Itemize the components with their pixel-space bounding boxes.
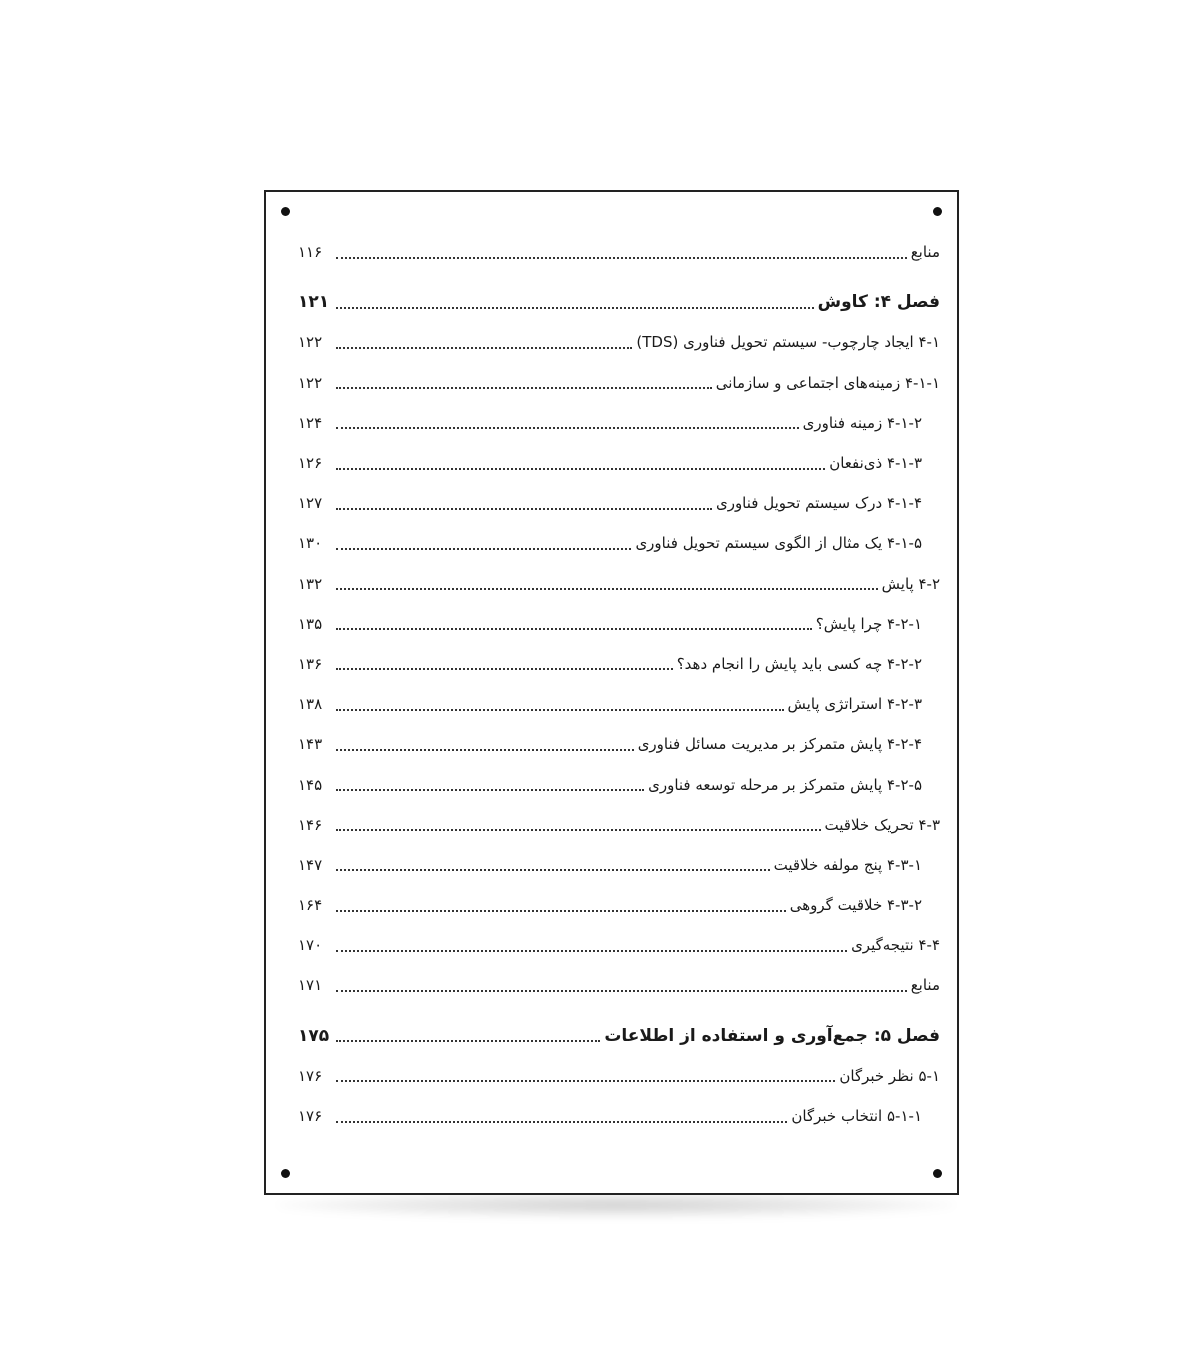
toc-row (298, 232, 940, 272)
toc-chapter-row (298, 282, 940, 322)
toc-dot-leader (336, 1106, 787, 1123)
toc-dot-leader (336, 734, 634, 751)
toc-row (298, 443, 940, 483)
toc-dot-leader (336, 332, 632, 349)
toc-page-number: ۱۷۶ (298, 1107, 323, 1126)
toc-entry-title: ۵-۱ نظر خبرگان (839, 1066, 940, 1085)
document-page (264, 190, 959, 1195)
toc-row (298, 604, 940, 644)
toc-row (298, 965, 940, 1005)
toc-page-number: ۱۳۲ (298, 574, 323, 593)
toc-dot-leader (336, 935, 847, 952)
toc-page-number: ۱۳۰ (298, 534, 323, 553)
toc-entry-title: ۴-۱ ایجاد چارچوب- سیستم تحویل فناوری (TDS) (636, 333, 940, 352)
toc-dot-leader (336, 493, 712, 510)
corner-dot-icon (281, 1169, 290, 1178)
toc-row (298, 523, 940, 563)
toc-row (298, 805, 940, 845)
toc-row (298, 483, 940, 523)
toc-dot-leader (336, 694, 784, 711)
toc-entry-title: ۴-۲-۱ چرا پایش؟ (815, 614, 922, 633)
toc-dot-leader (336, 1025, 600, 1042)
toc-entry-title: ۴-۱-۳ ذی‌نفعان (829, 454, 922, 473)
corner-dot-icon (281, 207, 290, 216)
toc-dot-leader (336, 573, 878, 590)
table-of-contents (298, 232, 940, 1136)
toc-row (298, 363, 940, 403)
toc-dot-leader (336, 854, 770, 871)
toc-page-number: ۱۳۶ (298, 654, 323, 673)
toc-entry-title: ۴-۲-۲ چه کسی باید پایش را انجام دهد؟ (676, 654, 922, 673)
toc-dot-leader (336, 975, 907, 992)
toc-chapter-title: فصل ۴: کاوش (817, 292, 940, 313)
toc-row (298, 724, 940, 764)
toc-entry-title: ۴-۳ تحریک خلاقیت (824, 815, 940, 834)
toc-dot-leader (336, 895, 786, 912)
toc-entry-title: ۴-۲-۵ پایش متمرکز بر مرحله توسعه فناوری (648, 775, 922, 794)
toc-dot-leader (336, 292, 814, 309)
toc-dot-leader (336, 653, 673, 670)
toc-row (298, 684, 940, 724)
toc-page-number: ۱۳۸ (298, 695, 323, 714)
toc-row (298, 1056, 940, 1096)
toc-row (298, 644, 940, 684)
toc-entry-title: ۴-۳-۲ خلاقیت گروهی (789, 896, 922, 915)
toc-row (298, 925, 940, 965)
toc-dot-leader (336, 1065, 835, 1082)
toc-page-number: ۱۲۲ (298, 333, 323, 352)
toc-row (298, 564, 940, 604)
toc-page-number: ۱۶۴ (298, 896, 323, 915)
toc-dot-leader (336, 242, 907, 259)
toc-page-number: ۱۷۵ (298, 1025, 330, 1046)
toc-page-number: ۱۷۶ (298, 1066, 323, 1085)
toc-row (298, 403, 940, 443)
toc-entry-title: ۴-۱-۲ زمینه فناوری (802, 413, 922, 432)
toc-dot-leader (336, 533, 631, 550)
toc-entry-title: ۴-۴ نتیجه‌گیری (851, 936, 940, 955)
toc-page-number: ۱۴۵ (298, 775, 323, 794)
toc-page-number: ۱۷۰ (298, 936, 323, 955)
toc-chapter-row (298, 1016, 940, 1056)
toc-entry-title: ۴-۱-۱ زمینه‌های اجتماعی و سازمانی (715, 373, 940, 392)
toc-page-number: ۱۴۷ (298, 855, 323, 874)
toc-dot-leader (336, 613, 812, 630)
toc-row (298, 322, 940, 362)
toc-page-number: ۱۴۶ (298, 815, 323, 834)
toc-row (298, 764, 940, 804)
toc-page-number: ۱۲۷ (298, 494, 323, 513)
toc-entry-title: ۴-۱-۵ یک مثال از الگوی سیستم تحویل فناوری (635, 534, 922, 553)
toc-dot-leader (336, 453, 825, 470)
toc-dot-leader (336, 412, 799, 429)
toc-page-number: ۱۱۶ (298, 243, 323, 262)
toc-entry-title: ۴-۲ پایش (881, 574, 940, 593)
page-shadow (278, 1192, 954, 1218)
corner-dot-icon (933, 1169, 942, 1178)
toc-chapter-title: فصل ۵: جمع‌آوری و استفاده از اطلاعات (604, 1025, 940, 1046)
toc-page-number: ۱۲۶ (298, 454, 323, 473)
toc-page-number: ۱۴۳ (298, 735, 323, 754)
toc-entry-title: منابع (910, 243, 940, 262)
toc-page-number: ۱۷۱ (298, 976, 323, 995)
toc-dot-leader (336, 774, 644, 791)
toc-page-number: ۱۳۵ (298, 614, 323, 633)
toc-row (298, 1096, 940, 1136)
toc-entry-title: ۵-۱-۱ انتخاب خبرگان (791, 1107, 922, 1126)
toc-page-number: ۱۲۲ (298, 373, 323, 392)
toc-row (298, 885, 940, 925)
corner-dot-icon (933, 207, 942, 216)
toc-entry-title: ۴-۲-۴ پایش متمرکز بر مدیریت مسائل فناوری (637, 735, 922, 754)
toc-entry-title: منابع (910, 976, 940, 995)
toc-page-number: ۱۲۱ (298, 292, 330, 313)
toc-page-number: ۱۲۴ (298, 413, 323, 432)
toc-entry-title: ۴-۲-۳ استراتژی پایش (787, 695, 922, 714)
toc-row (298, 845, 940, 885)
toc-dot-leader (336, 814, 821, 831)
toc-entry-title: ۴-۳-۱ پنج مولفه خلاقیت (773, 855, 922, 874)
toc-entry-title: ۴-۱-۴ درک سیستم تحویل فناوری (715, 494, 922, 513)
toc-dot-leader (336, 372, 712, 389)
